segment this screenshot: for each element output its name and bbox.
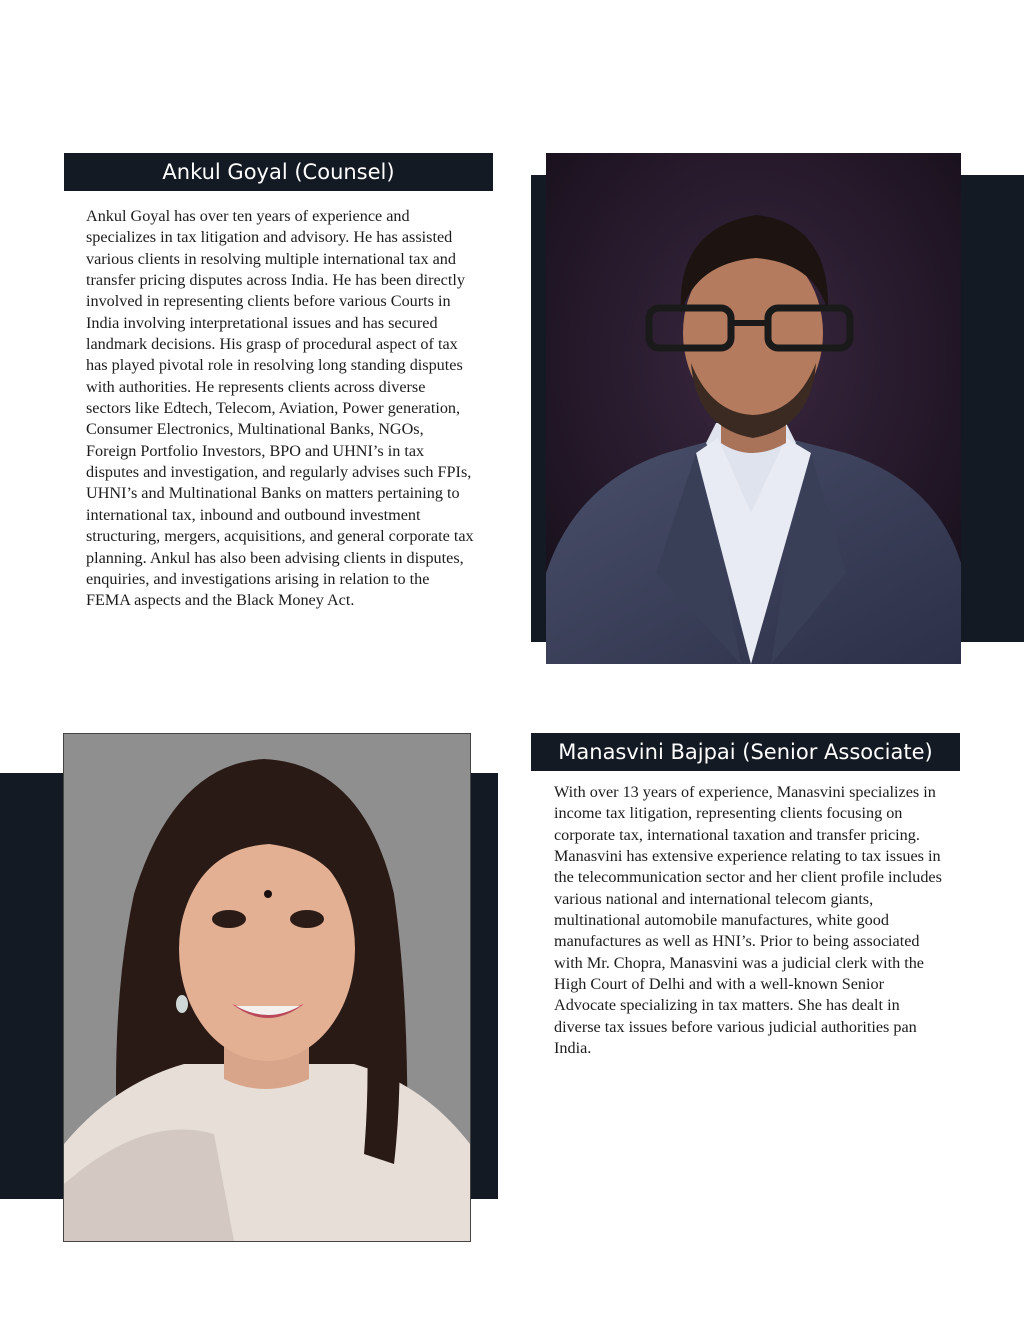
profile-1-name: Ankul Goyal (Counsel) xyxy=(162,160,395,184)
profile-2-portrait-photo xyxy=(64,734,470,1241)
profile-2-bio: With over 13 years of experience, Manasvini specializes in income tax litigation, representing clients focusing on corporate tax, international taxation and transfer pricing. Manasvini has extensive experience relating to tax issues in the telecommunication sector and her client profile includes various national and international telecom giants, multinational automobile manufactures, white good manufactures as well as HNI’s. Prior to being associated with Mr. Chopra, Manasvini was a judicial clerk with the High Court of Delhi and with a well-known Senior Advocate specializing in tax matters. She has dealt in diverse tax issues before various judicial authorities pan India. xyxy=(554,783,942,1058)
profile-1-name-bar xyxy=(64,153,493,191)
profile-1-portrait-photo xyxy=(546,153,961,664)
profile-1-bio: Ankul Goyal has over ten years of experience and specializes in tax litigation and advisory. He has assisted various clients in resolving multiple international tax and transfer pricing disputes across India. He has been directly involved in representing clients before various Courts in India involving interpretational issues and has secured landmark decisions. His grasp of procedural aspect of tax has played pivotal role in resolving long standing disputes with authorities. He represents clients across diverse sectors like Edtech, Telecom, Aviation, Power generation, Consumer Electronics, Multinational Banks, NGOs, Foreign Portfolio Investors, BPO and UHNI’s in tax disputes and investigation, and regularly advises such FPIs, UHNI’s and Multinational Banks on matters pertaining to international tax, inbound and outbound investment structuring, mergers, acquisitions, and general corporate tax planning. Ankul has also been advising clients in disputes, enquiries, and investigations arising in relation to the FEMA aspects and the Black Money Act. xyxy=(86,207,474,610)
profile-2-name-bar xyxy=(531,733,960,771)
profile-2-name: Manasvini Bajpai (Senior Associate) xyxy=(558,740,933,764)
